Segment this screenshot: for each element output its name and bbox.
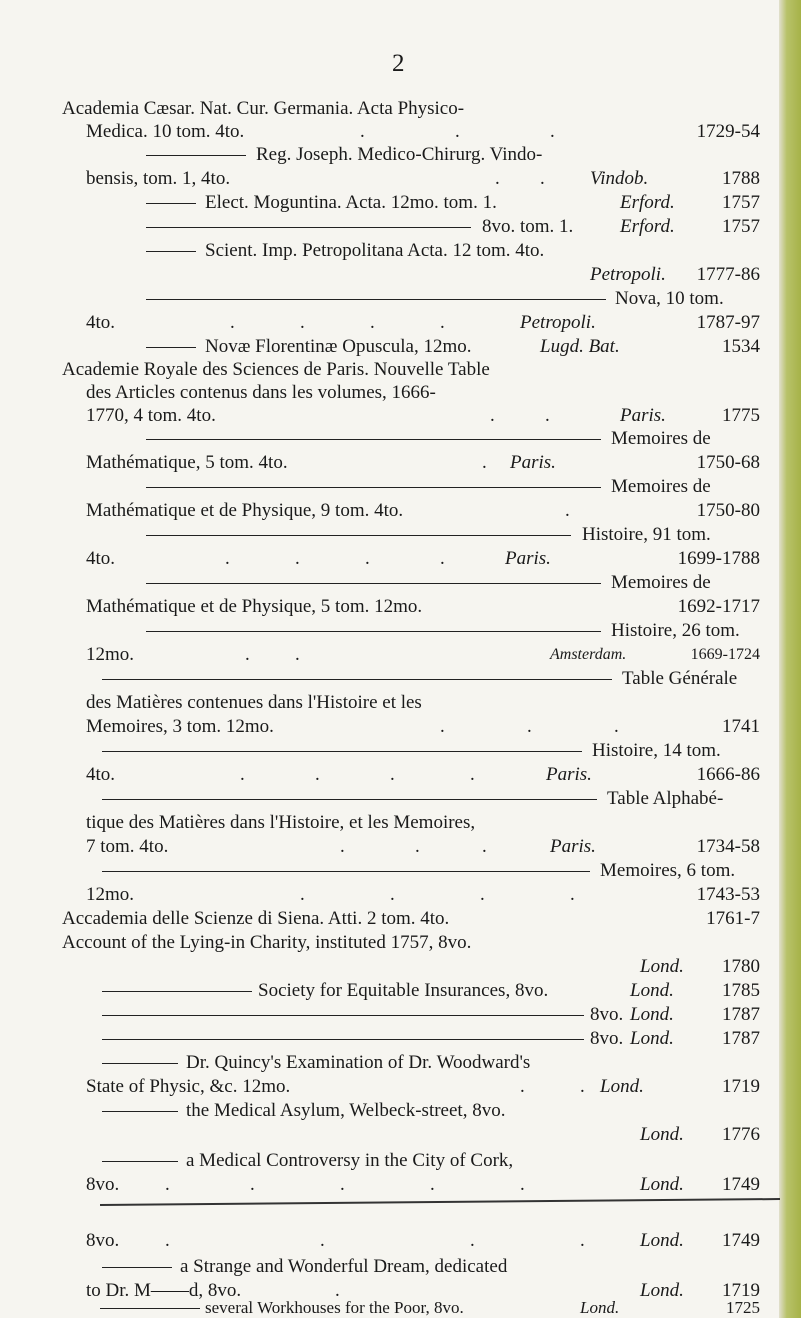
entry-line: Lond. 1776 <box>640 1124 760 1145</box>
ditto-rule <box>102 1267 172 1268</box>
ditto-rule <box>146 299 606 300</box>
entry-line: Accademia delle Scienze di Siena. Atti. 2 tom. 4to. 1761-7 <box>62 908 760 929</box>
entry-line: 8vo. Lond. 1787 <box>0 1004 801 1026</box>
ditto-rule <box>102 1063 178 1064</box>
entry-line: State of Physic, &c. 12mo. . . Lond. 1719 <box>86 1076 760 1097</box>
ditto-rule <box>100 1308 200 1309</box>
ditto-rule <box>102 1111 178 1112</box>
entry-line: 4to. . . . . Paris. 1666-86 <box>86 764 760 785</box>
entry-line: to Dr. M——d, 8vo. . Lond. 1719 <box>86 1280 760 1301</box>
ditto-rule <box>102 679 612 680</box>
entry-line: 12mo. . . . . 1743-53 <box>86 884 760 905</box>
entry-line: 8vo. . . . . . Lond. 1749 <box>86 1174 760 1195</box>
book-page: 2 Academia Cæsar. Nat. Cur. Germania. Acta Physico- Medica. 10 tom. 4to. . . . 1729-54 Reg. Joseph. Medico-Chirurg. Vindo- bensis, tom. 1, 4to. . . Vindob. 1788 Elect. Moguntina. Acta. 12mo. tom. 1. Erford. 1757 8vo. tom. 1. Erford. 1757 Scient. Imp. Petropolitana Acta. 12 tom. 4to. Petropoli. 1777-86 Nova, 10 tom. 4to. . . . . Petropoli. 1787-97 Novæ Florentinæ Opuscula, 12mo. Lugd. Bat. 1534 Academie Royale des Sciences de Paris. Nouvelle Table des Articles contenus dans les volumes, 1666- 1770, 4 tom. 4to. . . Paris. 1775 Memoires de Mathématique, 5 tom. 4to. . Paris. 1750-68 Memoires de Mathématique et de Physique, 9 tom. 4to. . 1750-80 Histoire, 91 tom. 4to. . . . . Paris. 1699-1788 Memoires de Mathématique et de Physique, 5 tom. 12mo. 1692-1717 Histoire, 26 tom. 12mo. . . Amsterdam. 1669-1724 Table Générale des Matières contenues dans l'Histoire et les Memoires, 3 tom. 12mo. . . . 1741 Histoire, 14 tom. 4to. . . . . Paris. 1666-86 Table Alphabé- tique des Matières dans l'Histoire, et les Memoires, 7 tom. 4to. . . . Paris. 1734-58 Memoires, 6 tom. 12mo. . . . . 1743-53 Accademia delle Scienze di Siena. Atti. 2 tom. 4to. 1761-7 Account of the Lying-in Charity, instituted 1757, 8vo. Lond. 1780 Society for Equitable Insurances, 8vo. Lond. 1785 8vo. Lond. 1787 8vo. Lond. 1787 Dr. Quincy's Examination of Dr. Woodward's State of Physic, &c. 12mo. . . Lond. 1719 the Medical Asylum, Welbeck-street, 8vo. Lond. 1776 a Medical Controversy in the City of Cork, 8vo. . . . . . Lond. 1749 8vo. . . . . Lond. 1749 a Strange and Wonderful Dream, dedicated to Dr. M——d, 8vo. . Lond. 1719 several Workhouses for the Poor, 8vo. Lond. 1725 <box>0 0 801 1318</box>
ditto-rule <box>102 751 582 752</box>
entry-line: Petropoli. 1777-86 <box>590 264 760 285</box>
entry-line: 12mo. . . Amsterdam. 1669-1724 <box>86 644 760 665</box>
entry-line: 7 tom. 4to. . . . Paris. 1734-58 <box>86 836 760 857</box>
ditto-rule <box>102 871 590 872</box>
ditto-rule <box>146 631 601 632</box>
ditto-rule <box>146 227 471 228</box>
ditto-rule <box>146 251 196 252</box>
entry-line: bensis, tom. 1, 4to. . . Vindob. 1788 <box>86 168 760 189</box>
entry-line: 8vo. Lond. 1787 <box>0 1028 801 1050</box>
ditto-rule <box>102 799 597 800</box>
ditto-rule <box>146 203 196 204</box>
ditto-rule <box>146 535 571 536</box>
clipping-edge <box>100 1198 780 1206</box>
ditto-rule <box>102 1015 584 1016</box>
entry-line: 1770, 4 tom. 4to. . . Paris. 1775 <box>86 405 760 426</box>
ditto-rule <box>146 487 601 488</box>
entry-line: Mathématique et de Physique, 9 tom. 4to. . 1750-80 <box>86 500 760 521</box>
page-number: 2 <box>392 50 405 77</box>
entry-line: Medica. 10 tom. 4to. . . . 1729-54 <box>86 121 760 142</box>
ditto-rule <box>146 347 196 348</box>
ditto-rule <box>146 439 601 440</box>
ditto-rule <box>102 991 252 992</box>
entry-line: Novæ Florentinæ Opuscula, 12mo. Lugd. Bat. 1534 <box>0 336 801 358</box>
entry-line: 8vo. tom. 1. Erford. 1757 <box>0 216 801 238</box>
entry-line: 4to. . . . . Paris. 1699-1788 <box>86 548 760 569</box>
ditto-rule <box>102 1039 584 1040</box>
entry-line: Society for Equitable Insurances, 8vo. Lond. 1785 <box>0 980 801 1002</box>
entry-line: Mathématique, 5 tom. 4to. . Paris. 1750-68 <box>86 452 760 473</box>
entry-line: 8vo. . . . . Lond. 1749 <box>86 1230 760 1251</box>
ditto-rule <box>102 1161 178 1162</box>
entry-line: Lond. 1780 <box>640 956 760 977</box>
entry-line: several Workhouses for the Poor, 8vo. Lond. 1725 <box>0 1297 801 1319</box>
entry-line: Mathématique et de Physique, 5 tom. 12mo. 1692-1717 <box>86 596 760 617</box>
entry-line: 4to. . . . . Petropoli. 1787-97 <box>86 312 760 333</box>
entry-line: Memoires, 3 tom. 12mo. . . . 1741 <box>86 716 760 737</box>
ditto-rule <box>146 583 601 584</box>
ditto-rule <box>146 155 246 156</box>
entry-line: Elect. Moguntina. Acta. 12mo. tom. 1. Erford. 1757 <box>0 192 801 214</box>
